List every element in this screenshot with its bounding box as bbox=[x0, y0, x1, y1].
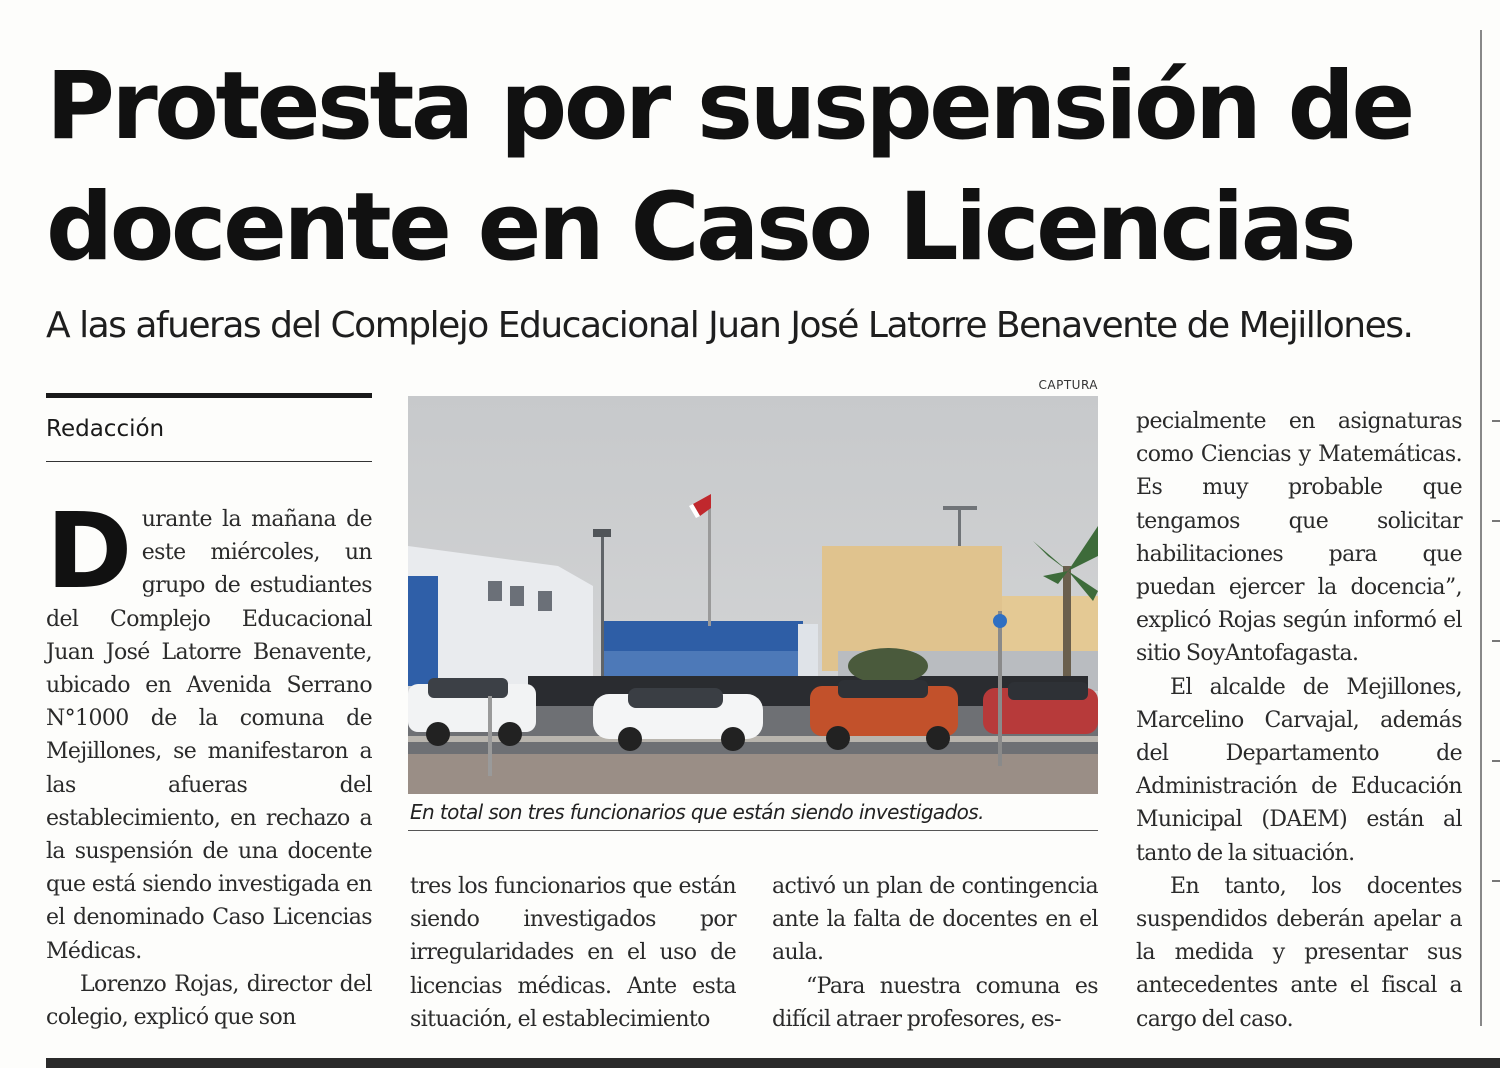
paragraph: pecialmente en asignaturas como Ciencias y Matemáticas. Es muy probable que tengamos que solicitar habilitaciones para que puedan ejercer la docencia”, explicó Rojas según informó el sitio SoyAntofagasta. bbox=[1136, 409, 1462, 667]
byline: Redacción bbox=[46, 416, 165, 442]
paragraph: tres los funcionarios que están siendo investigados por irregularidades en el uso de licencias médicas. Ante esta situación, el establecimiento bbox=[410, 874, 736, 1032]
paragraph: activó un plan de contingencia ante la falta de docentes en el aula. bbox=[772, 874, 1098, 966]
adjacent-text-fragment bbox=[1492, 520, 1500, 522]
headline: Protesta por suspensión de docente en Caso Licencias bbox=[46, 52, 1412, 282]
article-column-1 bbox=[46, 490, 372, 1034]
adjacent-text-fragment bbox=[1492, 760, 1500, 762]
photo-caption: En total son tres funcionarios que están siendo investigados. bbox=[410, 800, 984, 824]
paragraph: Lorenzo Rojas, director del colegio, explicó que son bbox=[46, 971, 372, 1031]
byline-top-rule bbox=[46, 393, 372, 398]
byline-bottom-rule bbox=[46, 461, 372, 462]
paragraph: En tanto, los docentes suspendidos deberán apelar a la medida y presentar sus antecedentes ante el fiscal a cargo del caso. bbox=[1136, 873, 1462, 1032]
paragraph: urante la mañana de este miércoles, un grupo de estudiantes del Complejo Educacional Juan José Latorre Benavente, ubicado en Avenida Serrano N°1000 de la comuna de Mejillones, se manifestaron a las afueras del establecimiento, en rechazo a la suspensión de una docente que está siendo investigada en el denominado Caso Licencias Médicas. bbox=[46, 507, 372, 964]
paragraph: El alcalde de Mejillones, Marcelino Carvajal, además del Departamento de Administración de Educación Municipal (DAEM) están al tanto de la situación. bbox=[1136, 674, 1462, 866]
paragraph: “Para nuestra comuna es difícil atraer profesores, es- bbox=[772, 973, 1098, 1032]
adjacent-text-fragment bbox=[1492, 880, 1500, 882]
article-photo bbox=[408, 396, 1098, 794]
dropcap: D bbox=[46, 490, 132, 612]
adjacent-text-fragment bbox=[1492, 420, 1500, 422]
page-bottom-rule bbox=[46, 1058, 1500, 1068]
caption-rule bbox=[408, 830, 1098, 831]
subheadline: A las afueras del Complejo Educacional Juan José Latorre Benavente de Mejillones. bbox=[46, 305, 1413, 346]
article-column-3 bbox=[772, 870, 1098, 1036]
article-column-2 bbox=[410, 870, 736, 1036]
adjacent-text-fragment bbox=[1492, 640, 1500, 642]
article-column-4 bbox=[1136, 405, 1462, 1036]
photo-credit: CAPTURA bbox=[1038, 378, 1098, 392]
column-separator bbox=[1480, 30, 1482, 1026]
